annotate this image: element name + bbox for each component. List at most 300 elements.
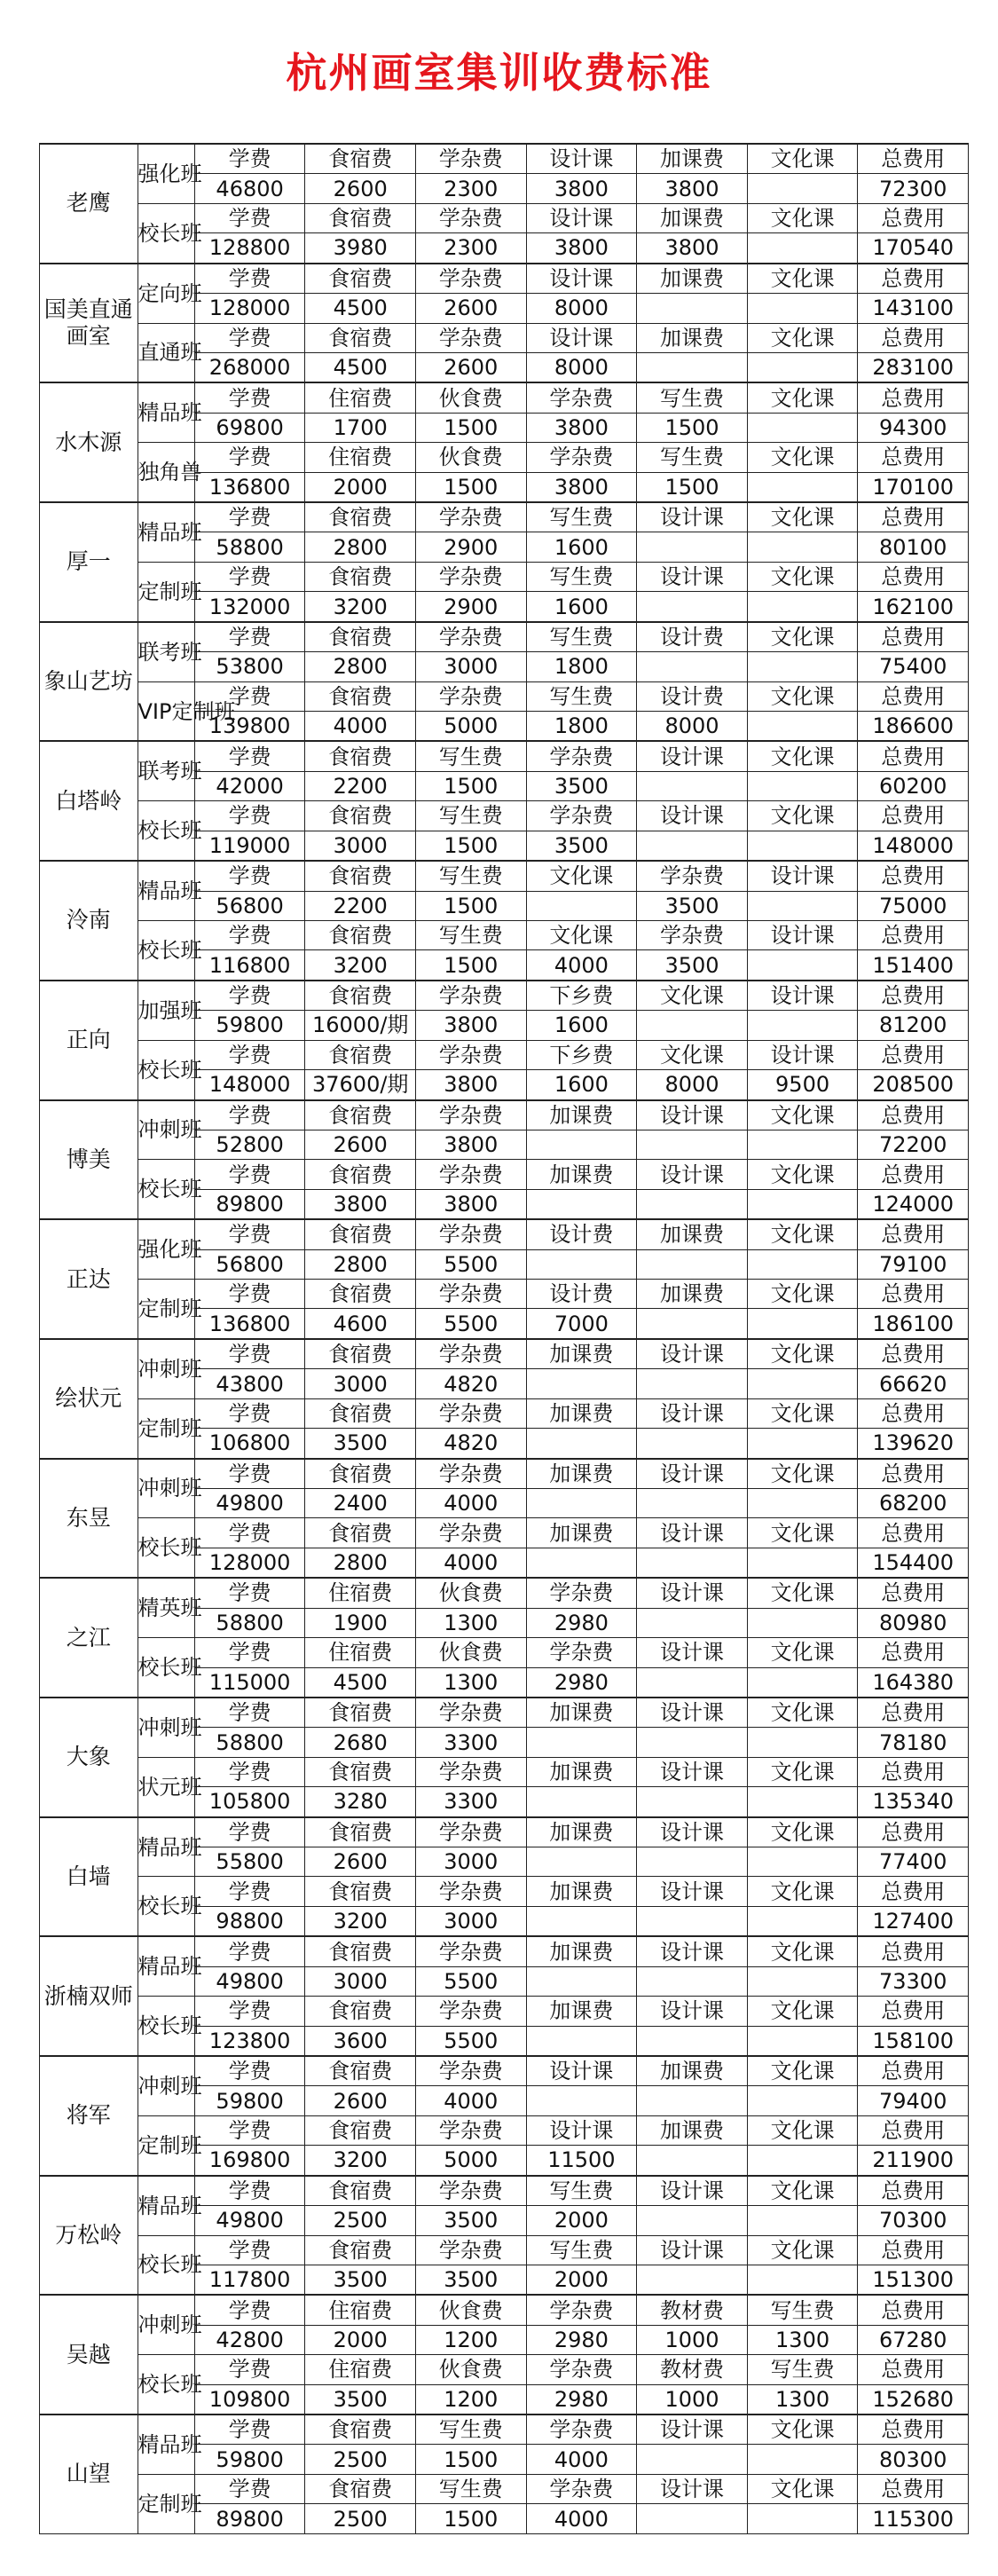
fee-value-cell: 162100 — [858, 592, 969, 622]
fee-header-cell: 学杂费 — [416, 1698, 527, 1728]
fee-value-cell: 3000 — [305, 1966, 416, 1996]
fee-value-cell — [637, 771, 748, 800]
fee-header-cell: 文化课 — [747, 1459, 858, 1489]
header-row — [40, 920, 969, 949]
fee-header-cell: 总费用 — [858, 2415, 969, 2445]
fee-header-cell: 学费 — [194, 1518, 305, 1548]
header-row — [40, 2355, 969, 2384]
fee-value-cell: 8000 — [526, 294, 637, 323]
fee-value-cell: 1600 — [526, 532, 637, 562]
fee-value-cell — [747, 1130, 858, 1159]
fee-value-cell — [747, 1189, 858, 1219]
fee-header-cell: 学费 — [194, 1817, 305, 1847]
fee-value-cell — [747, 1906, 858, 1936]
fee-header-cell: 住宿费 — [305, 382, 416, 413]
fee-header-cell: 食宿费 — [305, 1219, 416, 1249]
fee-header-cell: 学杂费 — [416, 2176, 527, 2206]
fee-header-cell: 文化课 — [747, 382, 858, 413]
fee-value-cell: 128800 — [194, 233, 305, 264]
class-name: 校长班 — [138, 1160, 194, 1219]
fee-header-cell: 写生费 — [526, 681, 637, 711]
fee-value-cell: 80100 — [858, 532, 969, 562]
fee-header-cell: 学费 — [194, 2295, 305, 2325]
fee-header-cell: 文化课 — [526, 920, 637, 949]
fee-header-cell: 文化课 — [747, 681, 858, 711]
fee-header-cell: 设计课 — [526, 323, 637, 352]
fee-value-cell: 3300 — [416, 1787, 527, 1817]
fee-header-cell: 文化课 — [747, 1638, 858, 1667]
fee-value-cell — [747, 233, 858, 264]
fee-header-cell: 写生费 — [526, 622, 637, 652]
fee-header-cell: 学杂费 — [416, 2235, 527, 2265]
fee-header-cell: 食宿费 — [305, 323, 416, 352]
fee-value-cell — [637, 1189, 748, 1219]
fee-header-cell: 设计课 — [637, 741, 748, 771]
fee-value-cell: 1500 — [416, 831, 527, 861]
school-name: 厚一 — [40, 502, 138, 622]
fee-value-cell: 3000 — [305, 831, 416, 861]
header-row — [40, 264, 969, 294]
fee-value-cell — [747, 831, 858, 861]
fee-value-cell: 8000 — [637, 1070, 748, 1100]
fee-value-cell — [637, 1249, 748, 1279]
fee-header-cell: 学费 — [194, 144, 305, 174]
fee-value-cell: 3200 — [305, 2146, 416, 2176]
fee-value-cell — [637, 1906, 748, 1936]
fee-value-cell: 3500 — [305, 2265, 416, 2295]
fee-header-cell: 设计课 — [637, 2176, 748, 2206]
fee-value-cell: 3500 — [416, 2206, 527, 2235]
class-name: 联考班 — [138, 622, 194, 681]
fee-header-cell: 学杂费 — [416, 1997, 527, 2026]
fee-value-cell: 3500 — [305, 2384, 416, 2415]
fee-value-cell — [637, 1130, 748, 1159]
class-name: 独角兽 — [138, 443, 194, 502]
fee-value-cell — [747, 1966, 858, 1996]
fee-header-cell: 写生费 — [526, 2176, 637, 2206]
header-row — [40, 1160, 969, 1189]
fee-value-cell: 3800 — [526, 413, 637, 442]
fee-header-cell: 设计课 — [637, 801, 748, 831]
fee-value-cell: 1800 — [526, 652, 637, 681]
fee-value-cell: 1900 — [305, 1608, 416, 1637]
class-name: 精品班 — [138, 861, 194, 920]
fee-header-cell: 加课费 — [526, 1518, 637, 1548]
fee-header-cell: 住宿费 — [305, 1578, 416, 1608]
fee-value-cell: 208500 — [858, 1070, 969, 1100]
fee-header-cell: 总费用 — [858, 981, 969, 1011]
fee-header-cell: 设计课 — [747, 981, 858, 1011]
class-name: 校长班 — [138, 1638, 194, 1698]
fee-header-cell: 总费用 — [858, 920, 969, 949]
fee-header-cell: 写生费 — [416, 920, 527, 949]
fee-header-cell: 总费用 — [858, 1398, 969, 1428]
fee-value-cell: 136800 — [194, 472, 305, 502]
fee-header-cell: 食宿费 — [305, 1100, 416, 1130]
fee-value-cell: 3500 — [526, 771, 637, 800]
fee-value-cell — [747, 1011, 858, 1040]
fee-value-cell: 3000 — [416, 1906, 527, 1936]
fee-value-cell: 77400 — [858, 1847, 969, 1877]
fee-value-cell: 2800 — [305, 652, 416, 681]
school-name: 国美直通画室 — [40, 264, 138, 383]
fee-value-cell: 4000 — [526, 2504, 637, 2533]
fee-value-cell: 3800 — [526, 233, 637, 264]
header-row — [40, 144, 969, 174]
fee-header-cell: 文化课 — [747, 264, 858, 294]
school-name: 将军 — [40, 2056, 138, 2176]
fee-value-cell: 2980 — [526, 1667, 637, 1698]
fee-value-cell: 5500 — [416, 1249, 527, 1279]
fee-header-cell: 学杂费 — [637, 920, 748, 949]
fee-header-cell: 设计课 — [637, 1100, 748, 1130]
fee-value-cell: 5000 — [416, 2146, 527, 2176]
fee-value-cell: 59800 — [194, 1011, 305, 1040]
fee-value-cell: 2980 — [526, 1608, 637, 1637]
fee-value-cell: 3800 — [526, 472, 637, 502]
fee-header-cell: 总费用 — [858, 203, 969, 232]
fee-value-cell — [637, 652, 748, 681]
class-name: 定制班 — [138, 1398, 194, 1458]
fee-header-cell: 设计课 — [637, 1160, 748, 1189]
fee-header-cell: 设计课 — [747, 1040, 858, 1069]
fee-header-cell: 加课费 — [526, 1997, 637, 2026]
fee-value-cell: 79100 — [858, 1249, 969, 1279]
fee-value-cell: 58800 — [194, 532, 305, 562]
fee-header-cell: 食宿费 — [305, 2235, 416, 2265]
fee-header-cell: 文化课 — [637, 981, 748, 1011]
fee-header-cell: 写生费 — [416, 801, 527, 831]
fee-value-cell — [526, 2026, 637, 2056]
fee-header-cell: 文化课 — [747, 1757, 858, 1786]
fee-header-cell: 食宿费 — [305, 1997, 416, 2026]
header-row — [40, 2115, 969, 2145]
fee-header-cell: 食宿费 — [305, 1280, 416, 1309]
fee-header-cell: 学杂费 — [416, 323, 527, 352]
fee-value-cell: 3000 — [416, 652, 527, 681]
fee-header-cell: 设计课 — [526, 2115, 637, 2145]
fee-value-cell: 1600 — [526, 1070, 637, 1100]
fee-header-cell: 学费 — [194, 323, 305, 352]
fee-value-cell: 1800 — [526, 712, 637, 742]
fee-value-cell: 2600 — [305, 1847, 416, 1877]
fee-value-cell: 1500 — [416, 413, 527, 442]
fee-header-cell: 学费 — [194, 1638, 305, 1667]
fee-value-cell: 89800 — [194, 2504, 305, 2533]
class-name: 冲刺班 — [138, 1698, 194, 1757]
fee-value-cell: 37600/期 — [305, 1070, 416, 1100]
fee-header-cell: 文化课 — [747, 203, 858, 232]
fee-value-cell: 1500 — [416, 472, 527, 502]
fee-value-cell: 2500 — [305, 2504, 416, 2533]
fee-header-cell: 学杂费 — [526, 2295, 637, 2325]
school-name: 老鹰 — [40, 144, 138, 264]
fee-header-cell: 食宿费 — [305, 681, 416, 711]
fee-header-cell: 学费 — [194, 1160, 305, 1189]
fee-header-cell: 文化课 — [747, 2474, 858, 2503]
fee-header-cell: 学杂费 — [526, 382, 637, 413]
fee-header-cell: 加课费 — [637, 2115, 748, 2145]
fee-header-cell: 食宿费 — [305, 562, 416, 591]
class-name: 定向班 — [138, 264, 194, 323]
fee-value-cell — [637, 1847, 748, 1877]
header-row — [40, 1280, 969, 1309]
fee-header-cell: 学费 — [194, 1578, 305, 1608]
fee-header-cell: 写生费 — [637, 382, 748, 413]
fee-value-cell: 2500 — [305, 2206, 416, 2235]
fee-header-cell: 文化课 — [747, 741, 858, 771]
fee-value-cell: 3200 — [305, 592, 416, 622]
fee-header-cell: 食宿费 — [305, 2474, 416, 2503]
fee-value-cell — [747, 2504, 858, 2533]
fee-header-cell: 学杂费 — [526, 443, 637, 472]
fee-value-cell: 3800 — [416, 1011, 527, 1040]
fee-header-cell: 总费用 — [858, 622, 969, 652]
header-row — [40, 2235, 969, 2265]
fee-header-cell: 设计课 — [526, 203, 637, 232]
fee-header-cell: 学杂费 — [416, 981, 527, 1011]
class-name: 定制班 — [138, 2115, 194, 2175]
fee-value-cell: 3800 — [637, 174, 748, 203]
fee-value-cell: 3500 — [305, 1429, 416, 1459]
fee-header-cell: 文化课 — [747, 1160, 858, 1189]
class-name: 校长班 — [138, 2235, 194, 2295]
fee-value-cell: 66620 — [858, 1369, 969, 1398]
fee-header-cell: 学杂费 — [526, 1638, 637, 1667]
fee-header-cell: 食宿费 — [305, 1877, 416, 1906]
header-row — [40, 1339, 969, 1369]
school-name: 正达 — [40, 1219, 138, 1339]
fee-value-cell: 5000 — [416, 712, 527, 742]
fee-header-cell: 设计课 — [747, 861, 858, 891]
fee-value-cell — [747, 1429, 858, 1459]
fee-header-cell: 食宿费 — [305, 1160, 416, 1189]
fee-value-cell: 58800 — [194, 1728, 305, 1757]
fee-header-cell: 学杂费 — [416, 681, 527, 711]
fee-header-cell: 总费用 — [858, 1698, 969, 1728]
fee-value-cell: 43800 — [194, 1369, 305, 1398]
fee-header-cell: 伙食费 — [416, 1578, 527, 1608]
fee-value-cell: 3800 — [637, 233, 748, 264]
header-row — [40, 1459, 969, 1489]
fee-header-cell: 食宿费 — [305, 1040, 416, 1069]
fee-value-cell: 2600 — [305, 174, 416, 203]
header-row — [40, 1040, 969, 1069]
fee-header-cell: 设计课 — [637, 1817, 748, 1847]
fee-header-cell: 食宿费 — [305, 2056, 416, 2086]
fee-value-cell: 49800 — [194, 2206, 305, 2235]
fee-value-cell: 127400 — [858, 1906, 969, 1936]
fee-value-cell — [747, 2026, 858, 2056]
fee-header-cell: 总费用 — [858, 1518, 969, 1548]
fee-value-cell: 1600 — [526, 1011, 637, 1040]
class-name: 冲刺班 — [138, 1339, 194, 1398]
header-row — [40, 1578, 969, 1608]
fee-header-cell: 学费 — [194, 1997, 305, 2026]
fee-header-cell: 学费 — [194, 622, 305, 652]
fee-value-cell: 5500 — [416, 1309, 527, 1339]
header-row — [40, 382, 969, 413]
fee-value-cell: 4000 — [416, 2086, 527, 2115]
fee-value-cell: 56800 — [194, 1249, 305, 1279]
header-row — [40, 861, 969, 891]
fee-header-cell: 食宿费 — [305, 861, 416, 891]
fee-value-cell — [747, 2445, 858, 2474]
school-name: 浙楠双师 — [40, 1936, 138, 2056]
fee-value-cell: 8000 — [526, 352, 637, 382]
fee-value-cell — [747, 712, 858, 742]
fee-value-cell: 2400 — [305, 1488, 416, 1517]
fee-header-cell: 学杂费 — [637, 861, 748, 891]
fee-header-cell: 文化课 — [747, 502, 858, 532]
fee-header-cell: 设计费 — [637, 681, 748, 711]
fee-value-cell: 3200 — [305, 950, 416, 981]
header-row — [40, 2474, 969, 2503]
fee-header-cell: 写生费 — [747, 2355, 858, 2384]
fee-header-cell: 加课费 — [526, 1339, 637, 1369]
fee-value-cell: 2200 — [305, 891, 416, 920]
fee-value-cell: 53800 — [194, 652, 305, 681]
fee-value-cell: 128000 — [194, 294, 305, 323]
fee-value-cell: 1500 — [637, 472, 748, 502]
school-name: 博美 — [40, 1100, 138, 1220]
header-row — [40, 1638, 969, 1667]
fee-value-cell: 2000 — [305, 472, 416, 502]
fee-header-cell: 学杂费 — [416, 1100, 527, 1130]
fee-value-cell — [526, 1369, 637, 1398]
fee-header-cell: 总费用 — [858, 264, 969, 294]
fee-header-cell: 学费 — [194, 1936, 305, 1966]
fee-header-cell: 总费用 — [858, 2176, 969, 2206]
fee-header-cell: 食宿费 — [305, 2176, 416, 2206]
fee-value-cell — [747, 1728, 858, 1757]
fee-value-cell — [637, 2086, 748, 2115]
fee-header-cell: 食宿费 — [305, 1339, 416, 1369]
fee-value-cell: 3800 — [416, 1130, 527, 1159]
fee-header-cell: 学杂费 — [416, 1757, 527, 1786]
fee-value-cell — [747, 1667, 858, 1698]
fee-header-cell: 总费用 — [858, 1997, 969, 2026]
fee-value-cell: 2600 — [416, 294, 527, 323]
fee-header-cell: 学费 — [194, 1757, 305, 1786]
fee-header-cell: 学费 — [194, 801, 305, 831]
fee-header-cell: 学费 — [194, 1877, 305, 1906]
fee-value-cell: 2800 — [305, 532, 416, 562]
fee-value-cell: 128000 — [194, 1548, 305, 1578]
class-name: 强化班 — [138, 144, 194, 203]
fee-header-cell: 设计课 — [637, 1638, 748, 1667]
fee-value-cell: 80300 — [858, 2445, 969, 2474]
class-name: 校长班 — [138, 1997, 194, 2056]
fee-value-cell: 119000 — [194, 831, 305, 861]
fee-header-cell: 文化课 — [747, 1219, 858, 1249]
fee-header-cell: 食宿费 — [305, 622, 416, 652]
fee-header-cell: 学费 — [194, 861, 305, 891]
school-name: 白塔岭 — [40, 741, 138, 861]
fee-header-cell: 加课费 — [637, 2056, 748, 2086]
fee-value-cell — [747, 294, 858, 323]
fee-table — [39, 143, 969, 2534]
class-name: 精品班 — [138, 502, 194, 562]
fee-value-cell: 3500 — [416, 2265, 527, 2295]
fee-value-cell — [747, 950, 858, 981]
fee-header-cell: 学费 — [194, 1698, 305, 1728]
fee-header-cell: 总费用 — [858, 1100, 969, 1130]
school-name: 吴越 — [40, 2295, 138, 2415]
header-row — [40, 1698, 969, 1728]
fee-value-cell — [637, 2265, 748, 2295]
fee-header-cell: 文化课 — [637, 1040, 748, 1069]
fee-header-cell: 总费用 — [858, 1459, 969, 1489]
fee-header-cell: 设计课 — [637, 1518, 748, 1548]
fee-value-cell: 2300 — [416, 233, 527, 264]
class-name: 状元班 — [138, 1757, 194, 1816]
fee-header-cell: 伙食费 — [416, 2295, 527, 2325]
fee-header-cell: 总费用 — [858, 1936, 969, 1966]
fee-header-cell: 下乡费 — [526, 981, 637, 1011]
fee-header-cell: 设计费 — [637, 622, 748, 652]
fee-header-cell: 学杂费 — [416, 1398, 527, 1428]
fee-value-cell: 70300 — [858, 2206, 969, 2235]
fee-header-cell: 学费 — [194, 1100, 305, 1130]
fee-header-cell: 总费用 — [858, 502, 969, 532]
fee-header-cell: 文化课 — [747, 2235, 858, 2265]
fee-header-cell: 食宿费 — [305, 920, 416, 949]
fee-value-cell — [747, 1847, 858, 1877]
fee-header-cell: 加课费 — [526, 1757, 637, 1786]
fee-header-cell: 文化课 — [526, 861, 637, 891]
fee-header-cell: 学费 — [194, 2056, 305, 2086]
fee-value-cell: 148000 — [858, 831, 969, 861]
fee-header-cell: 学杂费 — [416, 1817, 527, 1847]
fee-header-cell: 学杂费 — [416, 1040, 527, 1069]
fee-header-cell: 食宿费 — [305, 981, 416, 1011]
class-name: 精英班 — [138, 1578, 194, 1637]
header-row — [40, 562, 969, 591]
fee-value-cell: 4500 — [305, 352, 416, 382]
fee-value-cell: 49800 — [194, 1488, 305, 1517]
fee-value-cell — [637, 2026, 748, 2056]
header-row — [40, 622, 969, 652]
fee-value-cell: 115300 — [858, 2504, 969, 2533]
fee-header-cell: 总费用 — [858, 144, 969, 174]
fee-value-cell: 136800 — [194, 1309, 305, 1339]
fee-header-cell: 设计课 — [637, 1578, 748, 1608]
fee-header-cell: 加课费 — [526, 1698, 637, 1728]
class-name: 精品班 — [138, 2415, 194, 2474]
class-name: 精品班 — [138, 382, 194, 442]
fee-header-cell: 总费用 — [858, 562, 969, 591]
fee-header-cell: 文化课 — [747, 1698, 858, 1728]
header-row — [40, 1100, 969, 1130]
fee-value-cell: 8000 — [637, 712, 748, 742]
fee-header-cell: 加课费 — [526, 1398, 637, 1428]
fee-value-cell: 154400 — [858, 1548, 969, 1578]
fee-value-cell: 1200 — [416, 2325, 527, 2354]
fee-value-cell — [747, 771, 858, 800]
header-row — [40, 1997, 969, 2026]
fee-header-cell: 总费用 — [858, 2235, 969, 2265]
fee-value-cell: 42800 — [194, 2325, 305, 2354]
fee-value-cell: 67280 — [858, 2325, 969, 2354]
fee-header-cell: 文化课 — [747, 1280, 858, 1309]
fee-header-cell: 文化课 — [747, 562, 858, 591]
header-row — [40, 1219, 969, 1249]
fee-header-cell: 学杂费 — [416, 1219, 527, 1249]
fee-value-cell — [747, 532, 858, 562]
class-name: 定制班 — [138, 1280, 194, 1339]
fee-value-cell: 117800 — [194, 2265, 305, 2295]
